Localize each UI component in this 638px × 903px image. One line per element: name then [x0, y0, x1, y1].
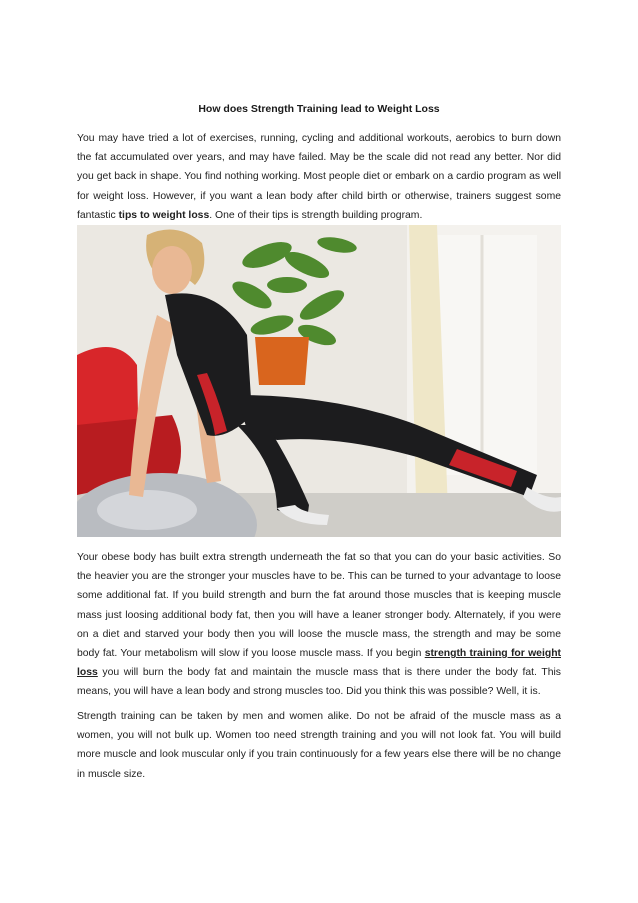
- strength-training-link[interactable]: strength training for weight loss: [77, 648, 561, 679]
- intro-text-start: You may have tried a lot of exercises, running, cycling and additional workouts, aerobics to burn down the fat accumulated over years, and may have failed. May be the scale did not read any better. Nor did you get back in shape. You find nothing working. Most people diet or embark on a cardio program as well for weight loss. However, if you want a lean body after child birth or otherwise, trainers suggest some fantastic: [77, 133, 561, 221]
- intro-paragraph: [77, 129, 561, 225]
- body-paragraph: [77, 548, 561, 702]
- tips-bold-text: tips to weight loss: [118, 209, 210, 221]
- woman-exercise-ball-photo: [77, 225, 561, 537]
- document-title: How does Strength Training lead to Weight Loss: [198, 103, 440, 115]
- intro-text-end: . One of their tips is strength building program.: [209, 209, 423, 221]
- body-text-start: Your obese body has built extra strength underneath the fat so that you can do your basic activities. So the heavier you are the stronger your muscles have to be. This can be turned to your advantage to loose some additional fat. If you build strength and burn the fat around those muscles that is keeping muscle mass just loosing additional body fat, then you will have a leaner stronger body. Alternately, if you were on a diet and starved your body then you will loose the muscle mass, the strength and may be some body fat. Your metabolism will slow if you loose muscle mass. If you begin: [77, 552, 561, 660]
- closing-paragraph: Strength training can be taken by men and women alike. Do not be afraid of the muscle mass as a women, you will not bulk up. Women too need strength training and you will not look fat. You will build more muscle and look muscular only if you train continuously for a few years else there will be no change in muscle size.: [77, 711, 561, 780]
- body-text-end: you will burn the body fat and maintain the muscle mass that is there under the body fat. This means, you will have a lean body and strong muscles too. Did you think this was possible? Well, it is.: [77, 667, 561, 698]
